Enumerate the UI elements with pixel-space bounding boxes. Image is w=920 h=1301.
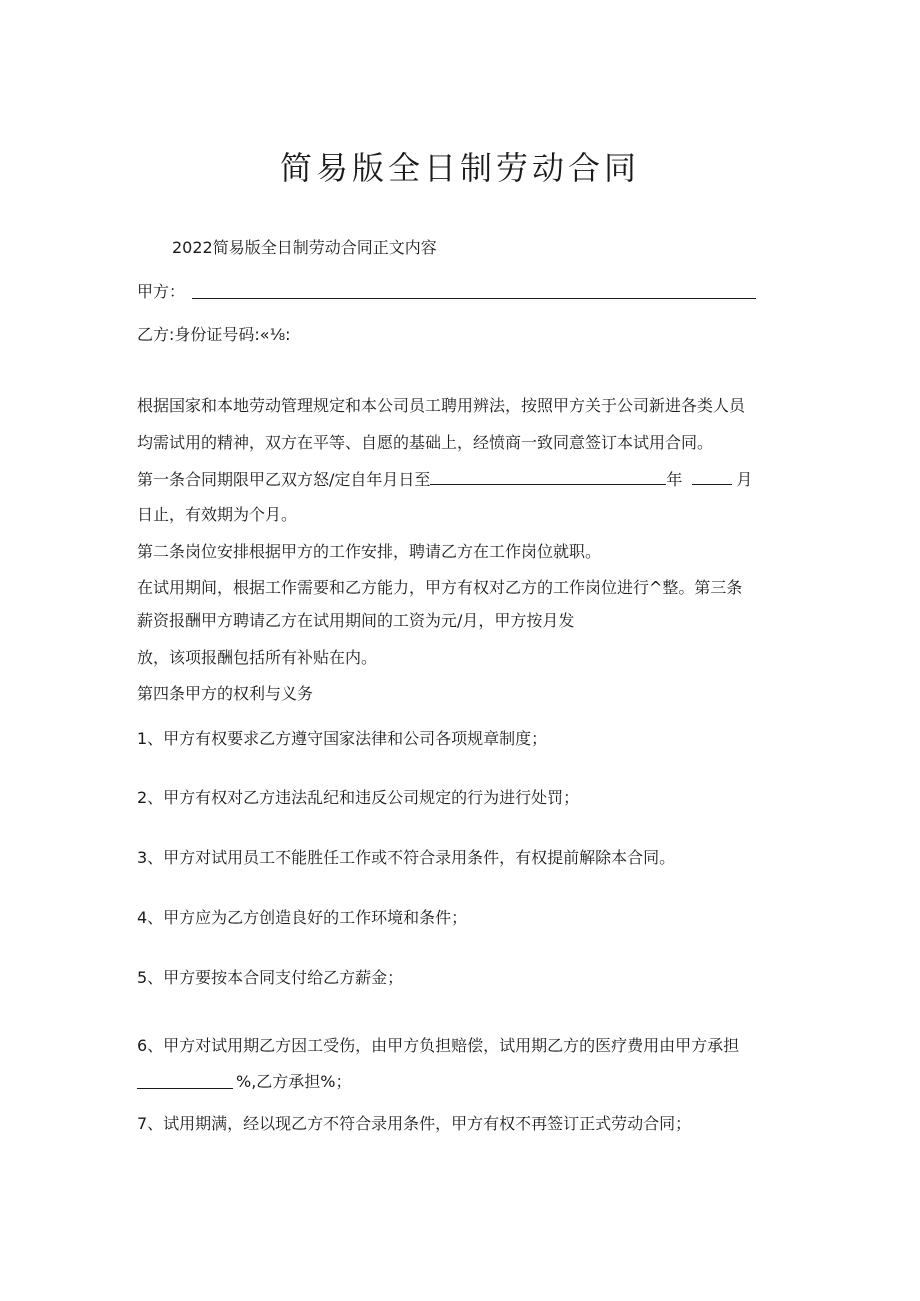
list-item-6-line-2: %,乙方承担%； <box>236 1072 352 1091</box>
intro-line-1: 根据国家和本地劳动管理规定和本公司员工聘用辨法，按照甲方关于公司新进各类人员 <box>137 396 746 415</box>
document-subtitle: 2022简易版全日制劳动合同正文内容 <box>172 238 437 257</box>
article-1-line-1 <box>137 469 752 490</box>
list-item-7: 7、试用期满，经以现乙方不符合录用条件，甲方有权不再签订正式劳动合同； <box>137 1114 692 1133</box>
article-1-text: 第一条合同期限甲乙双方怒/定自年月日至 <box>137 470 431 489</box>
article-4-heading: 第四条甲方的权利与义务 <box>137 684 314 703</box>
month-blank <box>692 469 732 485</box>
article-1-month: 月 <box>736 470 753 489</box>
list-item-3: 3、甲方对试用员工不能胜任工作或不符合录用条件，有权提前解除本合同。 <box>137 848 676 867</box>
article-1-line-2: 日止，有效期为个月。 <box>137 505 298 524</box>
party-a-fill-line <box>192 298 756 299</box>
list-item-4: 4、甲方应为乙方创造良好的工作环境和条件； <box>137 908 468 927</box>
trial-line-2: 薪资报酬甲方聘请乙方在试用期间的工资为元/月，甲方按月发 <box>137 611 575 630</box>
list-item-2: 2、甲方有权对乙方违法乱纪和违反公司规定的行为进行处罚； <box>137 788 580 807</box>
article-1-year: 年 <box>666 470 683 489</box>
trial-line-3: 放，该项报酬包括所有补贴在内。 <box>137 648 378 667</box>
trial-line-1: 在试用期间，根据工作需要和乙方能力，甲方有权对乙方的工作岗位进行^整。第三条 <box>137 578 743 597</box>
document-title: 简易版全日制劳动合同 <box>279 149 640 187</box>
article-2: 第二条岗位安排根据甲方的工作安排，聘请乙方在工作岗位就职。 <box>137 542 602 561</box>
end-date-blank <box>430 469 666 485</box>
intro-line-2: 均需试用的精神，双方在平等、自愿的基础上，经愤商一致同意签订本试用合同。 <box>137 433 714 452</box>
list-item-1: 1、甲方有权要求乙方遵守国家法律和公司各项规章制度； <box>137 729 548 748</box>
list-item-6-line-1: 6、甲方对试用期乙方因工受伤，由甲方负担赔偿，试用期乙方的医疗费用由甲方承担 <box>137 1036 740 1055</box>
party-a-label: 甲方： <box>137 282 186 301</box>
party-b-line: 乙方:身份证号码:«⅛: <box>137 325 291 344</box>
list-item-5: 5、甲方要按本合同支付给乙方薪金； <box>137 968 404 987</box>
medical-share-blank <box>137 1088 233 1089</box>
